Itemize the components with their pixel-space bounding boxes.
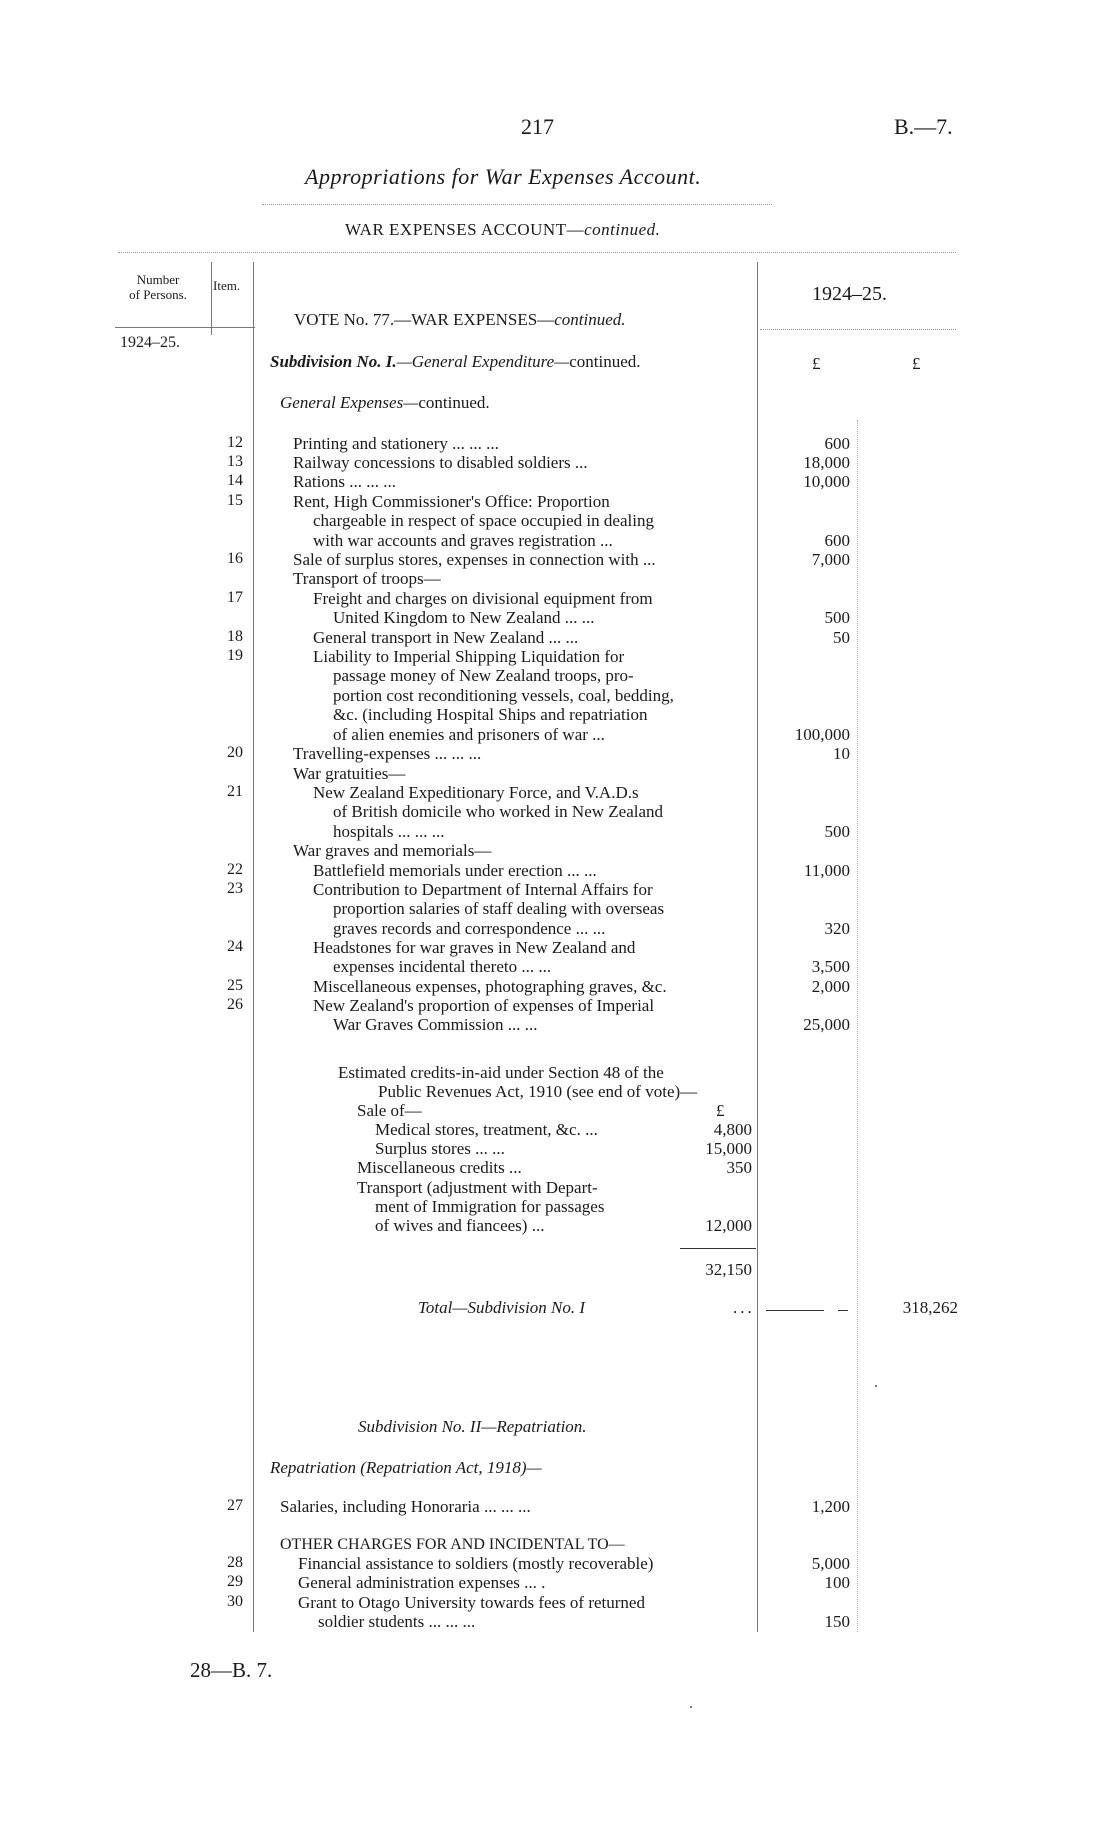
item-number: 15: [227, 492, 243, 509]
item-number: 25: [227, 977, 243, 994]
amount-column-rule: [757, 262, 758, 1632]
item-description-line: chargeable in respect of space occupied in dealing: [313, 511, 654, 531]
item-number: 17: [227, 589, 243, 606]
table-top-rule: [118, 252, 956, 253]
credit-value: 12,000: [705, 1216, 752, 1235]
title-rule: [262, 204, 772, 205]
page-title: Appropriations for War Expenses Account.: [305, 164, 702, 189]
item-amount: 1,200: [811, 1497, 850, 1516]
item-description-line: Headstones for war graves in New Zealand and: [313, 938, 636, 957]
header-rule-right: [760, 329, 956, 330]
credit-label: Surplus stores ... ...: [375, 1139, 505, 1158]
item-description-line: Transport of troops—: [293, 569, 441, 588]
item-description-line: of British domicile who worked in New Zealand: [333, 802, 664, 822]
item-description-line: Financial assistance to soldiers (mostly recoverable): [298, 1554, 654, 1573]
item-amount: 18,000: [803, 453, 850, 472]
item-description-line: New Zealand's proportion of expenses of Imperial: [313, 996, 655, 1015]
sheet-signature: 28—B. 7.: [190, 1658, 273, 1682]
item-description-line: proportion salaries of staff dealing with overseas: [333, 899, 665, 919]
item-amount: 5,000: [811, 1554, 850, 1573]
subdivision-heading: [270, 352, 641, 372]
item-description-line: New Zealand Expeditionary Force, and V.A.D.s: [313, 783, 639, 802]
item-amount: 7,000: [811, 550, 850, 569]
vote-heading-continued: continued.: [554, 310, 626, 329]
credit-label: Miscellaneous credits ...: [357, 1158, 522, 1177]
year-column-header: 1924–25.: [812, 283, 887, 305]
item-description-line: of alien enemies and prisoners of war ...: [333, 724, 605, 744]
section-heading-continued: continued.: [418, 393, 490, 412]
item-number: 28: [227, 1554, 243, 1571]
persons-header-line-2: of Persons.: [129, 287, 187, 302]
item-amount: 11,000: [803, 861, 850, 880]
persons-header-line-1: Number: [136, 272, 180, 287]
item-number: 22: [227, 861, 243, 878]
item-number: 21: [227, 783, 243, 800]
subtotal-dots: ...: [733, 1298, 755, 1317]
credits-sale-of: Sale of—: [357, 1101, 422, 1120]
item-description-line: portion cost reconditioning vessels, coal, bedding,: [333, 685, 674, 705]
item-description-line: &c. (including Hospital Ships and repatriation: [333, 705, 648, 725]
item-amount: 50: [833, 628, 850, 647]
item-description-line: Printing and stationery ... ... ...: [293, 434, 499, 453]
item-number: 19: [227, 647, 243, 664]
item-description-line: War Graves Commission ... ...: [333, 1015, 538, 1035]
item-number: 26: [227, 996, 243, 1013]
subtotal-value: 318,262: [902, 1298, 958, 1317]
vote-heading: [294, 310, 626, 330]
item-amount: 3,500: [811, 957, 850, 977]
item-description-line: soldier students ... ... ...: [318, 1612, 476, 1632]
item-description-line: Salaries, including Honoraria ... ... ...: [280, 1497, 531, 1516]
credit-label: of wives and fiancees) ...: [375, 1216, 545, 1235]
persons-column-rule: [211, 262, 212, 335]
item-description-line: Rations ... ... ...: [293, 472, 396, 491]
item-amount: 600: [824, 434, 850, 453]
item-description-line: Freight and charges on divisional equipment from: [313, 589, 653, 608]
item-description-line: Contribution to Department of Internal Affairs for: [313, 880, 653, 899]
amount-column-rule-2: [857, 420, 858, 1632]
credit-label: Transport (adjustment with Depart-: [357, 1178, 598, 1197]
item-description-line: General administration expenses ... .: [298, 1573, 546, 1592]
speck: [875, 1385, 877, 1387]
item-amount: 600: [824, 530, 850, 550]
item-number: 18: [227, 628, 243, 645]
item-amount: 10,000: [803, 472, 850, 491]
item-number: 29: [227, 1573, 243, 1590]
item-description-line: Liability to Imperial Shipping Liquidation for: [313, 647, 625, 666]
item-description-line: hospitals ... ... ...: [333, 821, 445, 841]
credits-intro-line-1: Estimated credits-in-aid under Section 48 of the: [338, 1063, 664, 1082]
item-description-line: expenses incidental thereto ... ...: [333, 957, 552, 977]
document-reference: B.—7.: [894, 114, 953, 139]
item-amount: 320: [824, 918, 850, 938]
item-amount: 10: [833, 744, 850, 763]
item-number: 12: [227, 434, 243, 451]
section-heading-text: General Expenses—: [280, 393, 419, 412]
item-number: 20: [227, 744, 243, 761]
credit-value: 15,000: [705, 1139, 752, 1158]
item-number: 14: [227, 472, 243, 489]
subdivision-title: —General Expenditure—: [396, 352, 570, 371]
item-description-line: War graves and memorials—: [293, 841, 492, 860]
account-subtitle-continued: continued.: [584, 220, 661, 239]
item-amount: 500: [824, 608, 850, 628]
item-amount: 2,000: [811, 977, 850, 996]
section-heading: [280, 393, 490, 413]
credit-value: 350: [726, 1158, 752, 1177]
subdivision-number: Subdivision No. I.: [270, 352, 397, 371]
credit-label: Medical stores, treatment, &c. ...: [375, 1120, 598, 1139]
item-description-line: with war accounts and graves registration ...: [313, 530, 613, 550]
item-amount: 25,000: [803, 1015, 850, 1035]
item-amount: 100,000: [794, 724, 850, 744]
item-number: 13: [227, 453, 243, 470]
item-amount: 150: [824, 1612, 850, 1632]
subtotal-label: Total—Subdivision No. I: [418, 1298, 586, 1317]
year-left-header: 1924–25.: [120, 334, 180, 351]
item-number: 24: [227, 938, 243, 955]
page-number: 217: [521, 114, 554, 139]
account-subtitle-main: WAR EXPENSES ACCOUNT—: [345, 220, 585, 239]
item-number: 30: [227, 1593, 243, 1610]
speck-2: [690, 1706, 692, 1708]
item-description-line: General transport in New Zealand ... ...: [313, 628, 579, 647]
item-description-line: Travelling-expenses ... ... ...: [293, 744, 482, 763]
credits-total-rule: [680, 1248, 756, 1249]
pound-header-2: £: [912, 354, 921, 373]
item-description-line: Battlefield memorials under erection ... ...: [313, 861, 597, 880]
vote-heading-text: VOTE No. 77.—WAR EXPENSES—: [294, 310, 555, 329]
subdivision-continued: continued.: [569, 352, 641, 371]
subdivision-2-heading: Subdivision No. II—Repatriation.: [358, 1417, 587, 1436]
credit-label: ment of Immigration for passages: [375, 1197, 605, 1216]
item-description-line: OTHER CHARGES FOR AND INCIDENTAL TO—: [280, 1536, 625, 1553]
credits-pound: £: [716, 1101, 725, 1120]
credit-value: 4,800: [713, 1120, 752, 1139]
item-number: 23: [227, 880, 243, 897]
item-description-line: Sale of surplus stores, expenses in connection with ...: [293, 550, 656, 569]
subtotal-rule: [766, 1310, 824, 1311]
credits-intro-line-2: Public Revenues Act, 1910 (see end of vote)—: [378, 1082, 698, 1101]
item-description-line: War gratuities—: [293, 764, 406, 783]
item-number: 16: [227, 550, 243, 567]
item-description-line: Rent, High Commissioner's Office: Proportion: [293, 492, 610, 511]
account-subtitle: [345, 220, 660, 240]
item-amount: 500: [824, 821, 850, 841]
header-rule-left: [115, 327, 255, 328]
repatriation-section-heading: Repatriation (Repatriation Act, 1918)—: [270, 1458, 542, 1477]
item-column-rule: [253, 262, 254, 1632]
item-description-line: United Kingdom to New Zealand ... ...: [333, 608, 595, 628]
credits-total: 32,150: [705, 1260, 752, 1279]
item-number: 27: [227, 1497, 243, 1514]
persons-column-header: [118, 272, 198, 302]
item-amount: 100: [824, 1573, 850, 1592]
pound-header-1: £: [812, 354, 821, 373]
subtotal-rule-dash: [838, 1310, 848, 1311]
item-description-line: passage money of New Zealand troops, pro-: [333, 666, 634, 686]
item-description-line: Grant to Otago University towards fees of returned: [298, 1593, 645, 1612]
item-column-header: Item.: [213, 278, 241, 293]
item-description-line: graves records and correspondence ... ...: [333, 918, 606, 938]
item-description-line: Railway concessions to disabled soldiers ...: [293, 453, 588, 472]
item-description-line: Miscellaneous expenses, photographing graves, &c.: [313, 977, 667, 996]
